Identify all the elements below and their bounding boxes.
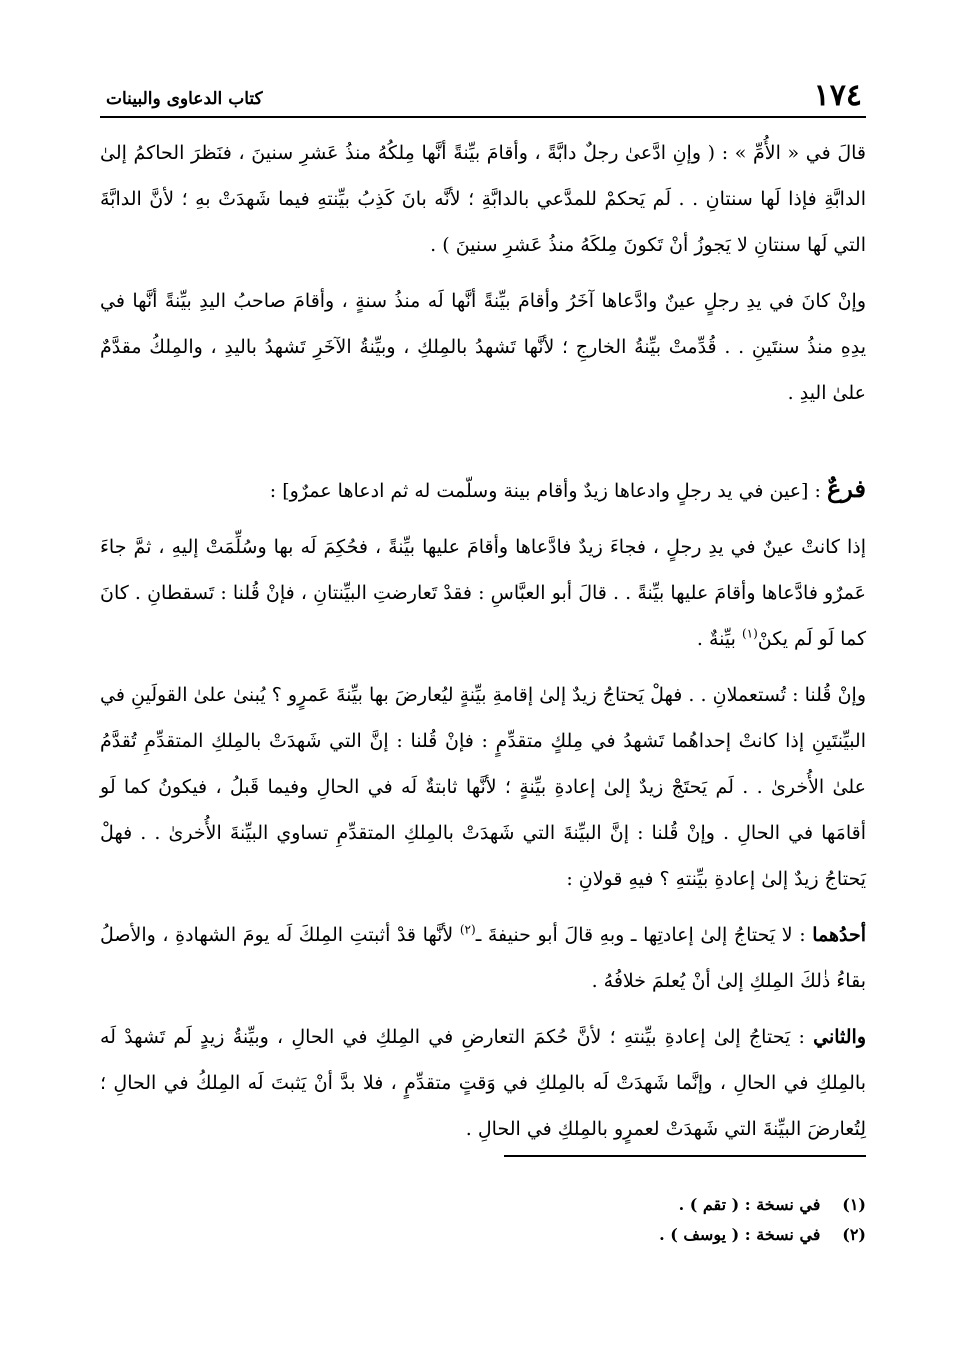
paragraph-3-main: إذا كانتْ عينٌ في يدِ رجلٍ ، فجاءَ زيدٌ فادَّعاها وأقامَ عليها بيِّنةً ، فحُكِمَ لَه بها وسُلِّمَتْ إليهِ ، ثمَّ جاءَ عَمرٌو فادَّعاها وأقامَ عليها بيِّنةً . . قالَ أبو العبَّاسِ : فقدْ تَعارضتِ البيِّنتانِ ، فإنْ قُلنا : تَسقطانِ . كانَ كما لَو لَم يكنْ [100,536,866,650]
footnote-ref-2: (٢) [459,922,476,937]
paragraph-1: قالَ في « الأُمِّ » : ( وإنِ ادَّعىٰ رجلٌ دابَّةً ، وأقامَ بيِّنةً أنَّها مِلكُهُ منذُ عَشرِ سنينَ ، فنَظرَ الحاكمُ إلىٰ الدابَّةِ فإذا لَها سنتانِ . . لَم يَحكمْ للمدَّعي بالدابَّةِ ؛ لأنَّه بانَ كَذِبُ بيِّنتهِ فيما شَهدَتْ بهِ ؛ لأنَّ الدابَّةَ التي لَها سنتانِ لا يَجوزُ أنْ تَكونَ مِلكَهُ منذُ عَشرِ سنينَ ) . [100,142,866,256]
paragraph-6-lead: والثاني [813,1026,866,1048]
main-text [100,130,866,1162]
branch-label: فرعٌ [826,474,866,503]
page-header [100,76,866,118]
paragraph-3 [100,524,866,662]
page-number: ١٧٤ [813,78,862,113]
paragraph-2: وإنْ كانَ في يدِ رجلٍ عينٌ وادَّعاها آخَرُ وأقامَ بيِّنةً أنَّها لَه منذُ سنةٍ ، وأقامَ صاحبُ اليدِ بيِّنةً أنَّها في يدِهِ منذُ سنتَينِ . . قُدِّمتْ بيِّنةُ الخارجِ ؛ لأنَّها تَشهدُ بالمِلكِ ، وبيِّنةُ الآخَرِ تَشهدُ باليدِ ، والمِلكُ مقدَّمٌ علىٰ اليدِ . [100,290,866,404]
branch-heading [100,466,866,514]
footnotes [366,1190,866,1250]
footnote-1 [366,1190,866,1220]
footnote-2-text: في نسخة : ( يوسف ) . [659,1225,821,1244]
footnote-2 [366,1220,866,1250]
paragraph-6 [100,1014,866,1152]
paragraph-5-lead: أحدُهما [812,924,867,946]
paragraph-4: وإنْ قُلنا : تُستعملانِ . . فهلْ يَحتاجُ زيدٌ إلىٰ إقامةِ بيِّنةٍ ليُعارضَ بها بيِّنةَ عَمرٍو ؟ يُبنىٰ علىٰ القولَينِ في البيِّنتَينِ إذا كانتْ إحداهُما تَشهدُ في مِلكٍ متقدِّمٍ : فإنْ قُلنا : إنَّ التي شَهدَتْ بالمِلكِ المتقدِّمِ تُقدَّمُ علىٰ الأُخرىٰ . . لَم يَحتَجْ زيدٌ إلىٰ إعادةِ بيِّنةٍ ؛ لأنَّها ثابتةٌ لَه في الحالِ وفيما قَبلُ ، فيكونُ كما لَو أقامَها في الحالِ . وإنْ قُلنا : إنَّ البيِّنةَ التي شَهدَتْ بالمِلكِ المتقدِّمِ تساوي البيِّنةَ الأُخرىٰ . . فهلْ يَحتاجُ زيدٌ إلىٰ إعادةِ بيِّنتهِ ؟ فيهِ قولانِ : [100,684,866,890]
paragraph-3-end: بيِّنةٌ . [696,628,742,650]
footnote-1-text: في نسخة : ( تقم ) . [678,1195,821,1214]
footnote-1-number: (١) [842,1195,866,1214]
paragraph-5-a: : لا يَحتاجُ إلىٰ إعادتِها ـ وبهِ قالَ أبو حنيفةَ ـ [475,924,813,946]
paragraph-5-b: لأنَّها قدْ أثبتتِ المِلكَ لَه يومَ الشهادةِ ، والأصلُ بقاءُ ذٰلكَ المِلكِ إلىٰ أنْ يُعلمَ خلافُهُ . [100,924,866,992]
paragraph-5 [100,912,866,1004]
running-title: كتاب الدعاوى والبينات [106,89,263,109]
footnote-separator [504,1155,866,1157]
branch-title: : [عين في يد رجلٍ وادعاها زيدٌ وأقام بينة وسلّمت له ثم ادعاها عمرٌو] : [269,480,827,502]
footnote-2-number: (٢) [842,1225,866,1244]
paragraph-6-text: : يَحتاجُ إلىٰ إعادةِ بيِّنتهِ ؛ لأنَّ حُكمَ التعارضِ في المِلكِ في الحالِ ، وبيِّنةُ زيدٍ لَم تَشهدْ لَه بالمِلكِ في الحالِ ، وإنَّما شَهدَتْ لَه بالمِلكِ في وَقتٍ متقدِّمٍ ، فلا بدَّ أنْ يَثبتَ لَه المِلكُ في الحالِ ؛ لِتُعارضَ البيِّنةَ التي شَهدَتْ لعمرٍو بالمِلكِ في الحالِ . [100,1026,866,1140]
footnote-ref-1: (١) [741,626,758,641]
